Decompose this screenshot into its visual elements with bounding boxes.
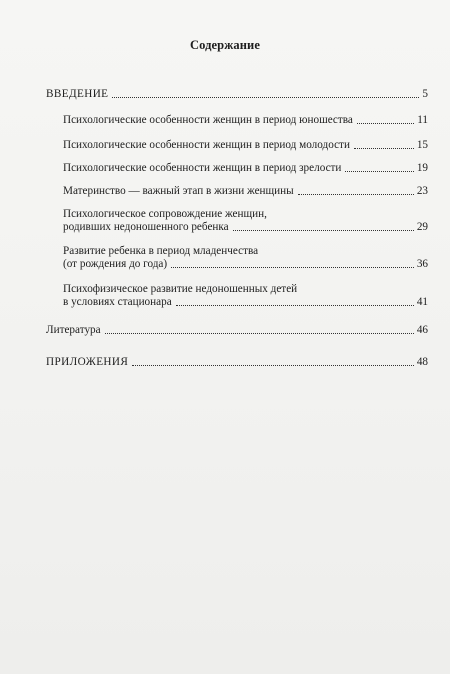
dot-leader bbox=[176, 305, 414, 306]
toc-entry-introduction bbox=[46, 88, 428, 101]
dot-leader bbox=[112, 97, 419, 98]
toc-page-number: 29 bbox=[416, 221, 428, 233]
toc-page-number: 15 bbox=[416, 139, 428, 151]
page-title: Содержание bbox=[189, 38, 260, 52]
toc-entry bbox=[63, 185, 428, 198]
toc-page-number: 5 bbox=[422, 88, 428, 100]
toc-entry-appendices bbox=[46, 356, 428, 369]
toc-page-number: 46 bbox=[416, 324, 428, 336]
toc-entry bbox=[63, 114, 428, 127]
toc-entry bbox=[63, 162, 428, 175]
toc-entry bbox=[63, 139, 428, 152]
dot-leader bbox=[354, 148, 414, 149]
dot-leader bbox=[345, 171, 413, 172]
dot-leader bbox=[171, 267, 414, 268]
toc-page-number: 36 bbox=[416, 258, 428, 270]
toc-entry-label: Психологические особенности женщин в период молодости bbox=[63, 139, 350, 151]
toc-entry bbox=[63, 245, 428, 271]
toc-entry bbox=[63, 208, 428, 234]
dot-leader bbox=[105, 333, 414, 334]
dot-leader bbox=[357, 123, 414, 124]
toc-entry bbox=[63, 283, 428, 309]
toc-entry-label: Литература bbox=[46, 324, 101, 336]
toc-entry-label: Материнство — важный этап в жизни женщины bbox=[63, 185, 294, 197]
toc-page-number: 11 bbox=[417, 114, 428, 126]
toc-page-number: 48 bbox=[416, 356, 428, 368]
toc-entry-label: в условиях стационара bbox=[63, 296, 172, 308]
toc-entry-label: ВВЕДЕНИЕ bbox=[46, 88, 109, 100]
toc-entry-label: родивших недоношенного ребенка bbox=[63, 221, 229, 233]
toc-entry-label-line1: Психологическое сопровождение женщин, bbox=[63, 208, 267, 220]
toc-entry-label: ПРИЛОЖЕНИЯ bbox=[46, 356, 129, 368]
dot-leader bbox=[233, 230, 414, 231]
toc-page-number: 19 bbox=[416, 162, 428, 174]
toc-page-number: 23 bbox=[416, 185, 428, 197]
dot-leader bbox=[132, 365, 414, 366]
toc-entry-label: Психологические особенности женщин в период зрелости bbox=[63, 162, 342, 174]
toc-entry-references bbox=[46, 324, 428, 337]
toc-entry-label-line1: Психофизическое развитие недоношенных детей bbox=[63, 283, 298, 295]
toc-entry-label: (от рождения до года) bbox=[63, 258, 168, 270]
dot-leader bbox=[298, 194, 414, 195]
toc-entry-label: Психологические особенности женщин в период юношества bbox=[63, 114, 353, 126]
toc-entry-label-line1: Развитие ребенка в период младенчества bbox=[63, 245, 259, 257]
toc-page-number: 41 bbox=[416, 296, 428, 308]
